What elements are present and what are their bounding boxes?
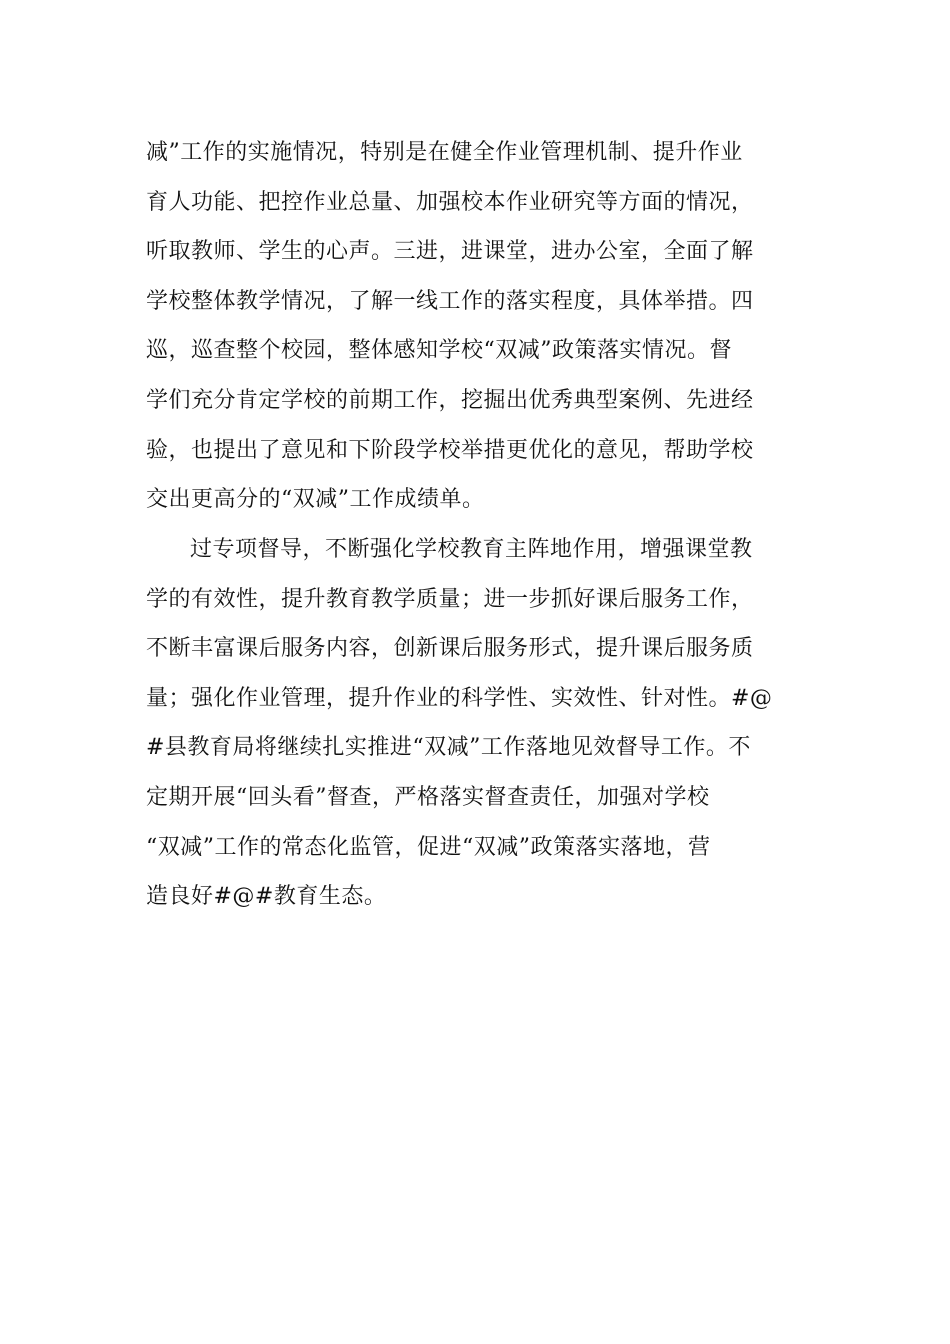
- text-line: 过专项督导，不断强化学校教育主阵地作用，增强课堂教: [190, 537, 753, 562]
- paragraph-1: [146, 128, 806, 525]
- text-line: 育人功能、把控作业总量、加强校本作业研究等方面的情况，: [146, 189, 754, 215]
- text-line: “双减”工作的常态化监管，促进“双减”政策落实落地，营: [146, 834, 711, 860]
- text-line: 不断丰富课后服务内容，创新课后服务形式，提升课后服务质: [146, 636, 754, 662]
- text-line: 学们充分肯定学校的前期工作，挖掘出优秀典型案例、先进经: [146, 387, 754, 413]
- text-line: 学校整体教学情况，了解一线工作的落实程度，具体举措。四: [146, 288, 754, 314]
- text-line: 定期开展“回头看”督查，严格落实督查责任，加强对学校: [146, 784, 710, 810]
- text-line: #县教育局将继续扎实推进“双减”工作落地见效督导工作。不: [146, 735, 751, 761]
- text-line: 巡，巡查整个校园，整体感知学校“双减”政策落实情况。督: [146, 338, 732, 364]
- text-line: 听取教师、学生的心声。三进，进课堂，进办公室，全面了解: [146, 239, 754, 265]
- text-line: 造良好#@#教育生态。: [146, 884, 387, 910]
- paragraph-2: [146, 525, 806, 922]
- text-line: 交出更高分的“双减”工作成绩单。: [146, 487, 485, 513]
- text-line: 减”工作的实施情况，特别是在健全作业管理机制、提升作业: [146, 140, 743, 165]
- text-line: 量；强化作业管理，提升作业的科学性、实效性、针对性。#@: [146, 685, 773, 711]
- text-line: 验，也提出了意见和下阶段学校举措更优化的意见，帮助学校: [146, 437, 754, 463]
- text-line: 学的有效性，提升教育教学质量；进一步抓好课后服务工作，: [146, 586, 754, 612]
